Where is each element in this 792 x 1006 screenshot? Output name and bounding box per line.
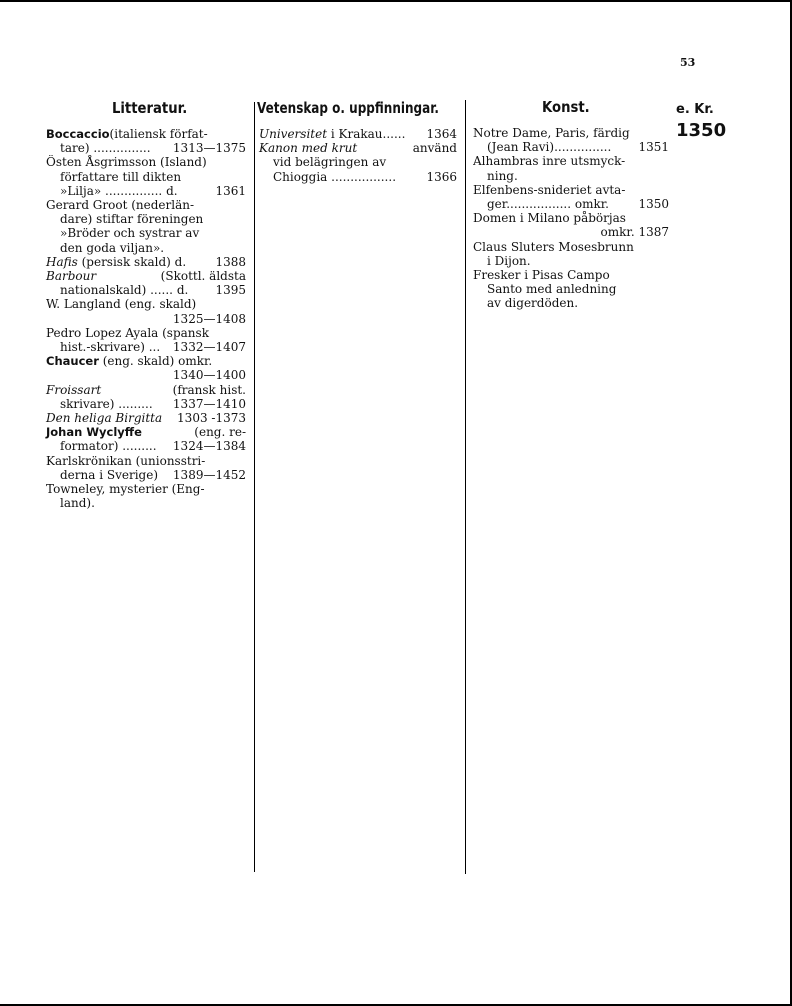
year-heading: 1350 [676, 120, 727, 141]
art-entry: Elfenbens-snideriet avta- ger................. omkr. 1350 [473, 182, 669, 212]
literature-entry: Den heliga Birgitta 1303 -1373 [46, 411, 246, 426]
art-entry: Fresker i Pisas Campo Santo med anledning av digerdöden. [473, 268, 617, 311]
literature-entry: Chaucer (eng. skald) omkr. 1340—1400 [46, 354, 246, 383]
era-label: e. Kr. [676, 102, 714, 117]
literature-entry: Östen Åsgrimsson (Island) författare till dikten »Lilja» ............... d. 1361 [46, 155, 246, 198]
literature-entry: Boccaccio(italiensk förfat- tare) ............... 1313—1375 [46, 127, 246, 156]
entry-name: Froissart [46, 382, 102, 397]
literature-entry: Pedro Lopez Ayala (spansk hist.-skrivare) ... 1332—1407 [46, 325, 246, 355]
art-heading: Konst. [542, 98, 590, 116]
literature-entry: Barbour (Skottl. äldsta nationalskald) ...... d. 1395 [46, 269, 246, 298]
literature-entry: Hafis (persisk skald) d. 1388 [46, 254, 246, 269]
science-entry: Kanon med krut använd vid belägringen av Chioggia ................. 1366 [259, 141, 457, 184]
art-entry: Claus Sluters Mosesbrunn i Dijon. [473, 239, 634, 268]
entry-name: Chaucer [46, 354, 99, 369]
art-entry: Domen i Milano påbörjas omkr. 1387 [473, 211, 669, 240]
entry-name: Den heliga Birgitta [46, 411, 163, 426]
literature-entry: Towneley, mysterier (Eng- land). [46, 482, 205, 511]
literature-entry: W. Langland (eng. skald) 1325—1408 [46, 297, 246, 326]
science-heading: Vetenskap o. uppfinningar. [257, 99, 439, 117]
literature-entry: Johan Wyclyffe (eng. re- formator) ......... 1324—1384 [46, 425, 246, 454]
entry-name: Boccaccio [46, 127, 110, 141]
entry-name: Universitet [259, 127, 328, 141]
literature-entry: Froissart (fransk hist. skrivare) ......... 1337—1410 [46, 382, 246, 411]
page-frame-top [0, 0, 792, 2]
science-column [259, 127, 457, 184]
art-entry: Alhambras inre utsmyck- ning. [473, 154, 626, 183]
literature-entry: Gerard Groot (nederlän- dare) stiftar föreningen »Bröder och systrar av den goda viljan». [46, 198, 204, 255]
literature-column [46, 127, 246, 510]
entry-name: Johan Wyclyffe [46, 425, 142, 440]
column-divider-1 [254, 102, 255, 872]
entry-name: Kanon med krut [259, 141, 358, 156]
page-number: 53 [680, 56, 696, 69]
entry-name: Hafis [46, 254, 78, 269]
entry-name: Barbour [46, 269, 97, 284]
art-column [473, 126, 669, 311]
science-entry: Universitet i Krakau...... 1364 [259, 127, 457, 141]
art-entry: Notre Dame, Paris, färdig (Jean Ravi)............... 1351 [473, 126, 669, 155]
literature-heading: Litteratur. [112, 99, 188, 117]
literature-entry: Karlskrönikan (unionsstri- derna i Sverige) 1389—1452 [46, 453, 246, 482]
column-divider-2 [465, 100, 466, 874]
